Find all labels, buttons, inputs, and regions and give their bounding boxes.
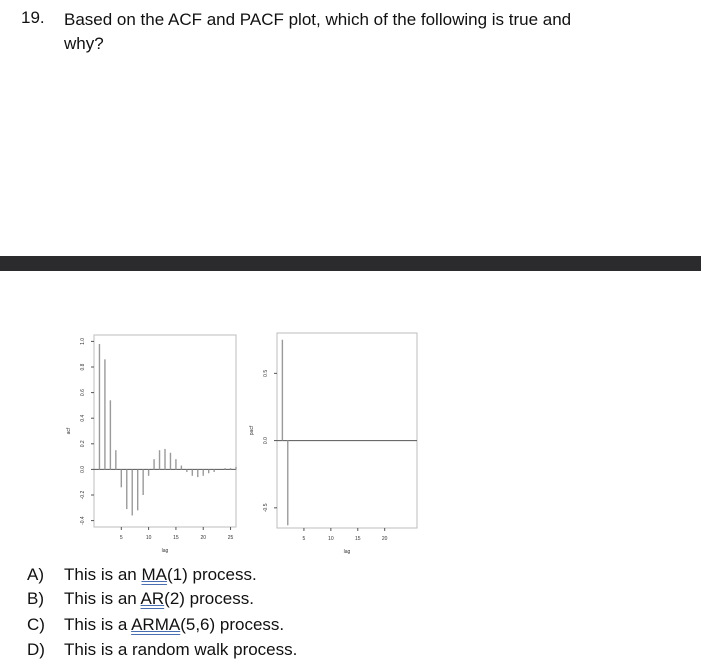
option-letter: D) [27,640,45,659]
option-text-tail: (2) process. [164,589,254,608]
y-tick-label: 0.0 [80,465,86,473]
y-tick-label: -0.4 [80,516,86,525]
x-tick-label: 20 [381,536,388,542]
question-number: 19. [21,8,45,27]
option-letter: A) [27,565,44,584]
x-tick-label: 15 [173,535,179,541]
plot-frame [94,335,236,527]
x-tick-label: 10 [145,535,152,541]
y-tick-label: -0.2 [80,490,86,500]
x-tick-label: 20 [200,535,207,541]
acf-chart [66,335,236,554]
option-letter: B) [27,589,44,608]
option-text: This is a random walk process. [64,640,298,659]
y-tick-label: 0.0 [263,437,269,445]
y-tick-label: 0.4 [80,414,86,422]
y-tick-label: -0.5 [263,503,269,513]
x-tick-label: 5 [302,536,306,542]
plot-frame [277,333,417,528]
option-text-tail: (5,6) process. [180,615,285,634]
y-tick-label: 0.5 [263,369,269,377]
x-tick-label: 5 [119,535,123,541]
option-text-tail: (1) process. [166,565,257,584]
y-tick-label: 1.0 [80,337,86,345]
option-term: MA [141,565,167,584]
option-text: This is an [64,565,142,584]
option-term: ARMA [131,615,181,634]
y-axis-label: pacf [249,425,255,436]
x-tick-label: 10 [328,536,334,542]
question-text: Based on the ACF and PACF plot, which of the following is true and why? [64,10,572,53]
y-axis-label: acf [66,427,72,435]
option-text: This is an [64,589,141,608]
x-axis-label: lag [343,549,351,555]
option-term: AR [140,589,165,608]
option-letter: C) [27,615,45,634]
x-axis-label: lag [161,548,169,554]
y-tick-label: 0.2 [80,440,86,448]
x-tick-label: 25 [227,535,234,541]
y-tick-label: 0.6 [80,389,86,397]
pacf-chart [249,333,417,555]
y-tick-label: 0.8 [80,363,86,371]
x-tick-label: 15 [354,536,361,542]
option-text: This is a [64,615,132,634]
